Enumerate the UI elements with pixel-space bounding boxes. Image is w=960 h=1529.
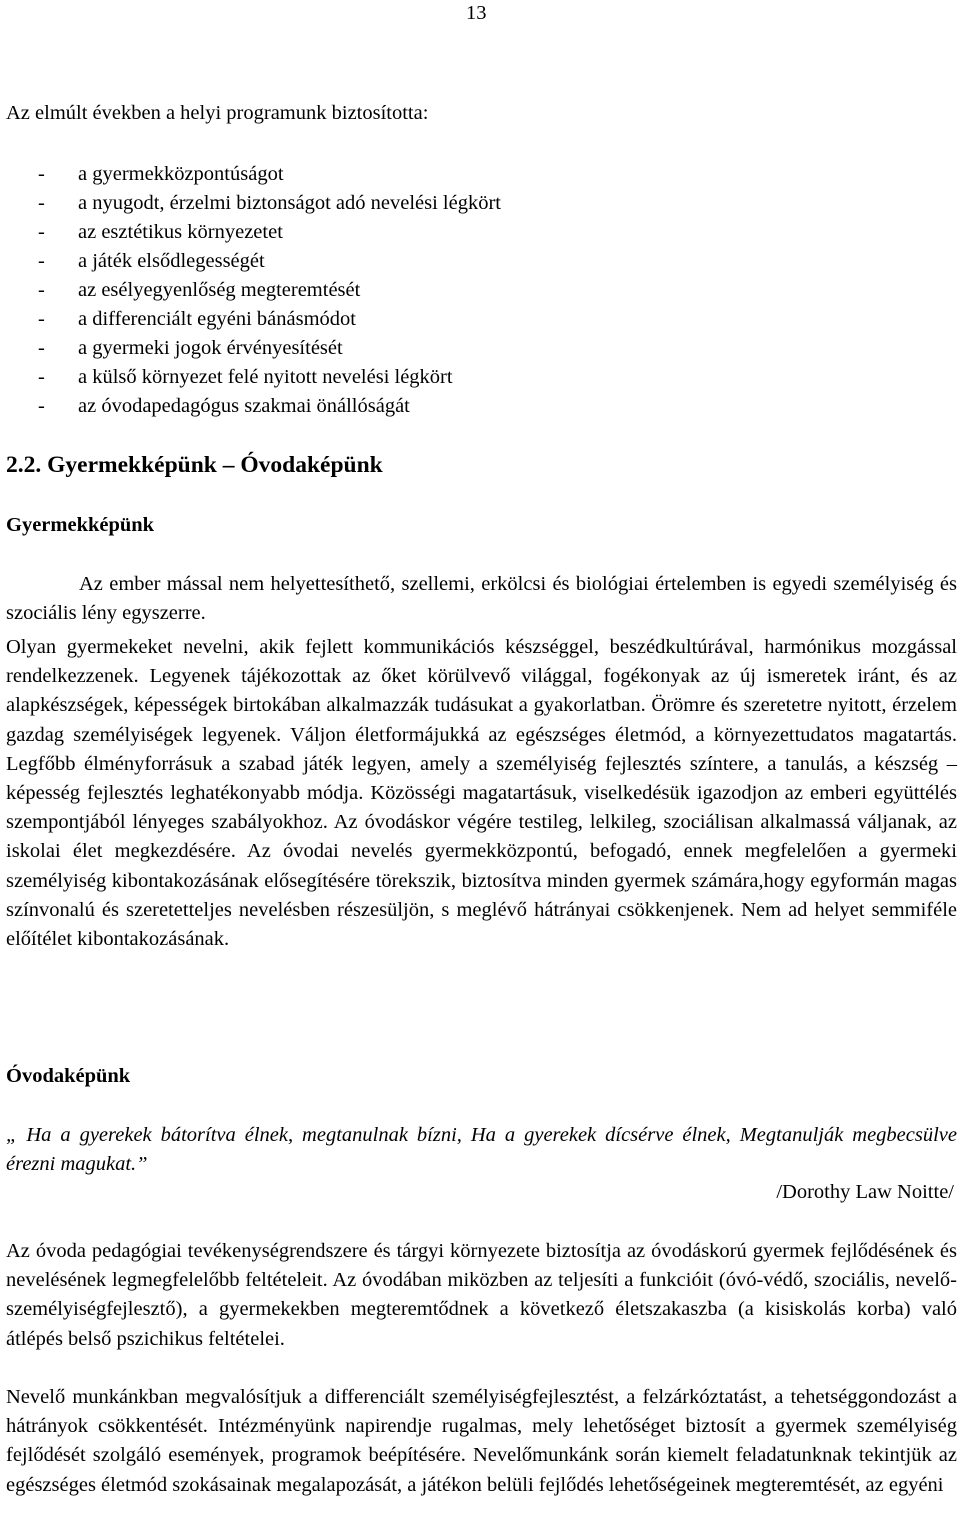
list-item-text: a játék elsődlegességét	[78, 250, 265, 272]
paragraph-1: Az ember mással nem helyettesíthető, szellemi, erkölcsi és biológiai értelemben is egyedi személyiség és szociális lény egyszerre.	[6, 573, 957, 625]
list-item	[6, 218, 501, 247]
bullet-list	[6, 160, 501, 421]
list-item	[6, 334, 501, 363]
dash-marker: -	[38, 395, 45, 417]
intro-text: Az elmúlt években a helyi programunk biztosította:	[6, 102, 429, 124]
dash-marker: -	[38, 308, 45, 330]
list-item-text: a gyermeki jogok érvényesítését	[78, 337, 343, 359]
list-item	[6, 363, 501, 392]
dash-marker: -	[38, 337, 45, 359]
list-item	[6, 247, 501, 276]
paragraph-2: Olyan gyermekeket nevelni, akik fejlett kommunikációs készséggel, beszédkultúrával, harmónikus mozgással rendelkezzenek. Legyenek tájékozottak az őket körülvevő világgal, fogékonyak az új ismeretek iránt, és az alapkészségek, képességek birtokában alkalmazzák tudásukat a gyakorlatban. Örömre és szeretetre nyitott, érzelem gazdag személyiségek legyenek. Váljon életformájukká az egészséges életmód, a környezettudatos magatartás. Legfőbb élményforrásuk a szabad játék legyen, amely a személyiség fejlesztés színtere, a tanulás, a készség – képesség fejlesztés leghatékonyabb módja. Közösségi magatartásuk, viselkedésük igazodjon az emberi együttélés szempontjából lényeges szabályokhoz. Az óvodáskor végére testileg, lelkileg, szociálisan alkalmassá váljanak, az iskolai élet megkezdésére. Az óvodai nevelés gyermekközpontú, befogadó, ennek megfelelően a gyermeki személyiség kibontakozásának elősegítésére törekszik, biztosítva minden gyermek számára,hogy egyformán magas színvonalú és szeretetteljes nevelésben részesüljön, s meglévő hátrányai csökkenjenek. Nem ad helyet semmiféle előítélet kibontakozásának.	[6, 636, 957, 951]
dash-marker: -	[38, 192, 45, 214]
quote-author: /Dorothy Law Noitte/	[776, 1181, 954, 1203]
paragraph-4: Nevelő munkánkban megvalósítjuk a differenciált személyiségfejlesztést, a felzárkóztatást, a tehetséggondozást a hátrányok csökkentését. Intézményünk napirendje rugalmas, mely lehetőséget biztosít a gyermek személyiség fejlődését szolgáló események, programok beépítésére. Nevelőmunkánk során kiemelt feladatunknak tekintjük az egészséges életmód szokásainak megalapozását, a játékon belüli fejlődés lehetőségeinek megteremtését, az egyéni	[6, 1386, 957, 1496]
list-item-text: az óvodapedagógus szakmai önállóságát	[78, 395, 410, 417]
list-item	[6, 305, 501, 334]
dash-marker: -	[38, 366, 45, 388]
list-item	[6, 189, 501, 218]
page-number: 13	[466, 2, 487, 24]
paragraph-3: Az óvoda pedagógiai tevékenységrendszere és tárgyi környezete biztosítja az óvodáskorú gyermek fejlődésének és nevelésének legmegfelelőbb feltételeit. Az óvodában miközben az teljesíti a funkcióit (óvó-védő, szociális, nevelő-személyiségfejlesztő), a gyermekekben megteremtődnek a következő életszakaszba (a kisiskolás korba) való átlépés belső pszichikus feltételei.	[6, 1240, 957, 1350]
dash-marker: -	[38, 221, 45, 243]
quote-text: „ Ha a gyerekek bátorítva élnek, megtanulnak bízni, Ha a gyerekek dícsérve élnek, Megtanulják megbecsülve érezni magukat.”	[6, 1124, 957, 1175]
dash-marker: -	[38, 279, 45, 301]
list-item-text: az esztétikus környezetet	[78, 221, 283, 243]
dash-marker: -	[38, 163, 45, 185]
dash-marker: -	[38, 250, 45, 272]
list-item-text: a külső környezet felé nyitott nevelési légkört	[78, 366, 453, 388]
sub-heading-gyermekkepunk: Gyermekképünk	[6, 514, 155, 536]
list-item	[6, 392, 501, 421]
list-item	[6, 276, 501, 305]
list-item-text: a nyugodt, érzelmi biztonságot adó nevelési légkört	[78, 192, 501, 214]
list-item	[6, 160, 501, 189]
list-item-text: a gyermekközpontúságot	[78, 163, 284, 185]
list-item-text: a differenciált egyéni bánásmódot	[78, 308, 356, 330]
sub-heading-ovodakepunk: Óvodaképünk	[6, 1065, 131, 1087]
section-title: 2.2. Gyermekképünk – Óvodaképünk	[6, 452, 383, 478]
list-item-text: az esélyegyenlőség megteremtését	[78, 279, 361, 301]
